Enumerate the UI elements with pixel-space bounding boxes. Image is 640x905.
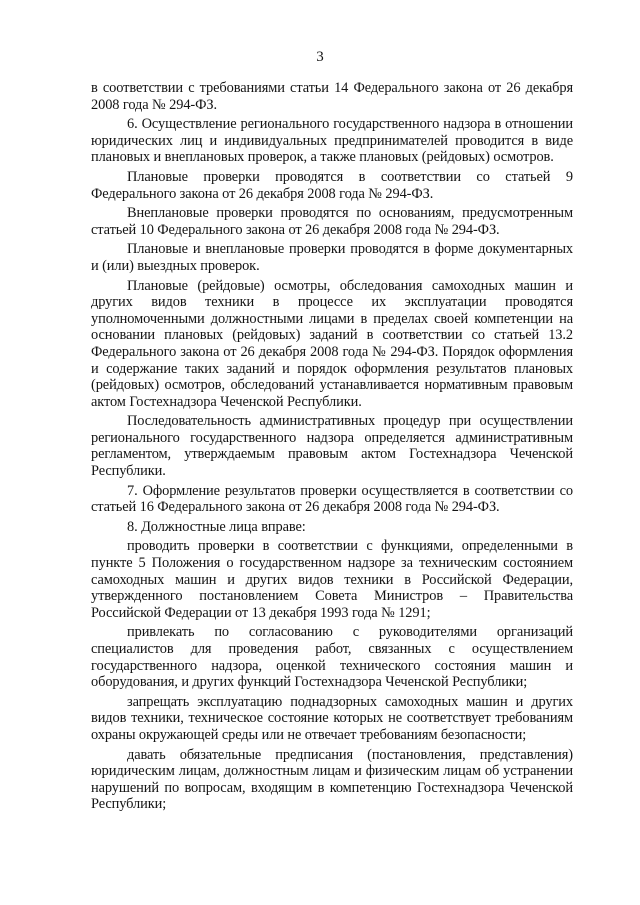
paragraph: Плановые (рейдовые) осмотры, обследования самоходных машин и других видов техники в процессе их эксплуатации проводятся уполномоченными должностными лицами в пределах своей компетенции на основании плановых (рейдовых) заданий в соответствии со статьей 13.2 Федерального закона от 26 декабря 2008 года № 294-ФЗ. Порядок оформления и содержание таких заданий и порядок оформления результатов плановых (рейдовых) осмотров, обследований устанавливается нормативным правовым актом Гостехнадзора Чеченской Республики. [91, 277, 573, 410]
paragraph: 6. Осуществление регионального государственного надзора в отношении юридических лиц и индивидуальных предпринимателей проводится в виде плановых и внеплановых проверок, а также плановых (рейдовых) осмотров. [91, 116, 573, 166]
paragraph: 7. Оформление результатов проверки осуществляется в соответствии со статьей 16 Федерального закона от 26 декабря 2008 года № 294-ФЗ. [91, 482, 573, 516]
paragraph: привлекать по согласованию с руководителями организаций специалистов для проведения работ, связанных с осуществлением государственного надзора, оценкой технического состояния машин и оборудования, и других функций Гостехнадзора Чеченской Республики; [91, 624, 573, 691]
paragraph: Плановые проверки проводятся в соответствии со статьей 9 Федерального закона от 26 декабря 2008 года № 294-ФЗ. [91, 168, 573, 202]
paragraph: давать обязательные предписания (постановления, представления) юридическим лицам, должностным лицам и физическим лицам об устранении нарушений по вопросам, входящим в компетенцию Гостехнадзора Чеченской Республики; [91, 746, 573, 813]
paragraph: запрещать эксплуатацию поднадзорных самоходных машин и других видов техники, техническое состояние которых не соответствует требованиям охраны окружающей среды или не отвечает требованиям безопасности; [91, 693, 573, 743]
paragraph: Внеплановые проверки проводятся по основаниям, предусмотренным статьей 10 Федерального закона от 26 декабря 2008 года № 294-ФЗ. [91, 205, 573, 238]
paragraph: 8. Должностные лица вправе: [127, 518, 306, 535]
body-text [91, 80, 573, 816]
paragraph: Последовательность административных процедур при осуществлении регионального государственного надзора определяется административным регламентом, утверждаемым правовым актом Гостехнадзора Чеченской Республики. [91, 413, 573, 480]
paragraph: Плановые и внеплановые проверки проводятся в форме документарных и (или) выездных проверок. [91, 241, 573, 274]
page-number: 3 [316, 49, 324, 65]
paragraph: в соответствии с требованиями статьи 14 Федерального закона от 26 декабря 2008 года № 294-ФЗ. [91, 80, 573, 113]
paragraph: проводить проверки в соответствии с функциями, определенными в пункте 5 Положения о государственном надзоре за техническим состоянием самоходных машин и других видов техники в Российской Федерации, утвержденного постановлением Совета Министров – Правительства Российской Федерации от 13 декабря 1993 года № 1291; [91, 538, 573, 621]
